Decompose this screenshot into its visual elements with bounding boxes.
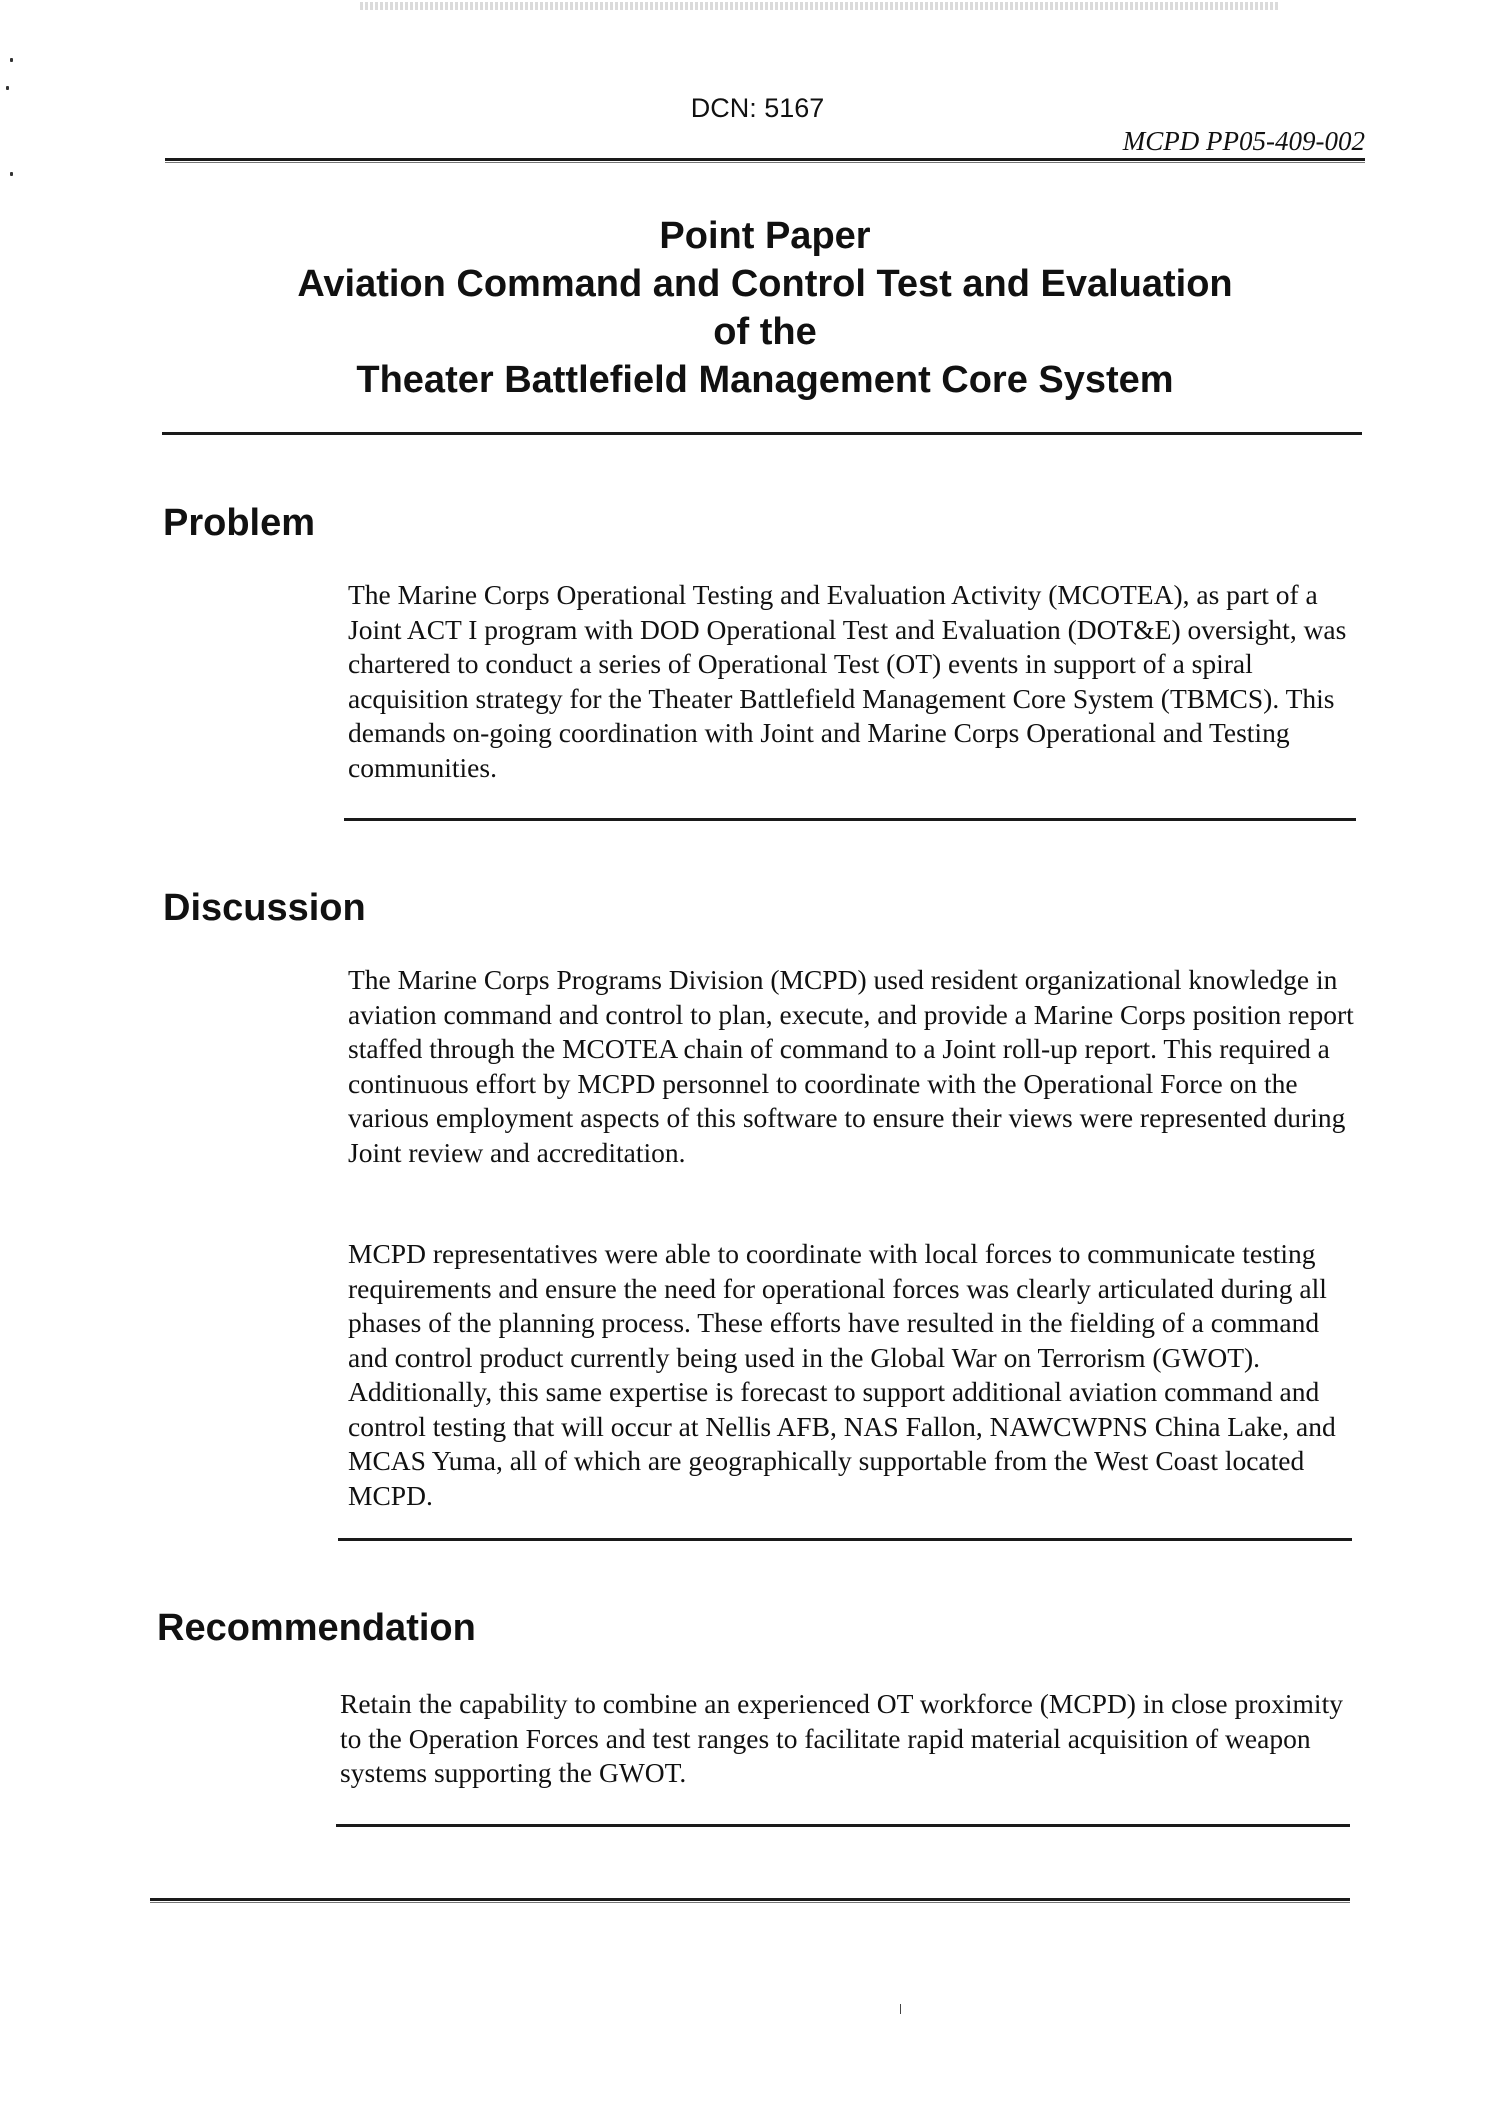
title-line-4: Theater Battlefield Management Core System (356, 359, 1174, 401)
title-line-1: Point Paper (659, 215, 871, 257)
section-heading-recommendation: Recommendation (157, 1607, 476, 1649)
scan-artifact-top-line (360, 2, 1280, 10)
scan-mark (900, 2004, 901, 2014)
discussion-paragraph-1: The Marine Corps Programs Division (MCPD) used resident organizational knowledge in aviation command and control to plan, execute, and provide a Marine Corps position report staffed through the MCOTEA chain of command to a Joint roll-up report. This required a continuous effort by MCPD personnel to coordinate with the Operational Force on the various employment aspects of this software to ensure their views were represented during Joint review and accreditation. (348, 964, 1354, 1168)
document-number: MCPD PP05-409-002 (1122, 126, 1365, 156)
title-rule (162, 432, 1362, 435)
recommendation-paragraph: Retain the capability to combine an experienced OT workforce (MCPD) in close proximity to the Operation Forces and test ranges to facilitate rapid material acquisition of weapon systems supporting the GWOT. (340, 1688, 1343, 1788)
dcn-label: DCN: 5167 (690, 93, 825, 123)
scan-speck (6, 86, 9, 90)
section-heading-discussion: Discussion (163, 887, 366, 929)
document-title (150, 212, 1380, 404)
scan-speck (10, 172, 13, 176)
problem-paragraph: The Marine Corps Operational Testing and Evaluation Activity (MCOTEA), as part of a Joint ACT I program with DOD Operational Test and Evaluation (DOT&E) oversight, was chartered to conduct a series of Operational Test (OT) events in support of a spiral acquisition strategy for the Theater Battlefield Management Core System (TBMCS). This demands on-going coordination with Joint and Marine Corps Operational and Testing communities. (348, 579, 1347, 783)
discussion-paragraph-2: MCPD representatives were able to coordinate with local forces to communicate testing requirements and ensure the need for operational forces was clearly articulated during all phases of the planning process. These efforts have resulted in the fielding of a command and control product currently being used in the Global War on Terrorism (GWOT). Additionally, this same expertise is forecast to support additional aviation command and control testing that will occur at Nellis AFB, NAS Fallon, NAWCWPNS China Lake, and MCAS Yuma, all of which are geographically supportable from the West Coast located MCPD. (348, 1238, 1336, 1511)
title-line-2: Aviation Command and Control Test and Evaluation (297, 263, 1233, 305)
problem-section-rule (344, 818, 1356, 821)
header-rule (165, 158, 1365, 163)
discussion-section-rule (338, 1538, 1352, 1541)
scan-speck (10, 58, 13, 62)
section-heading-problem: Problem (163, 502, 316, 544)
title-line-3: of the (713, 311, 817, 353)
recommendation-section-rule (336, 1824, 1350, 1827)
footer-rule (150, 1898, 1350, 1903)
